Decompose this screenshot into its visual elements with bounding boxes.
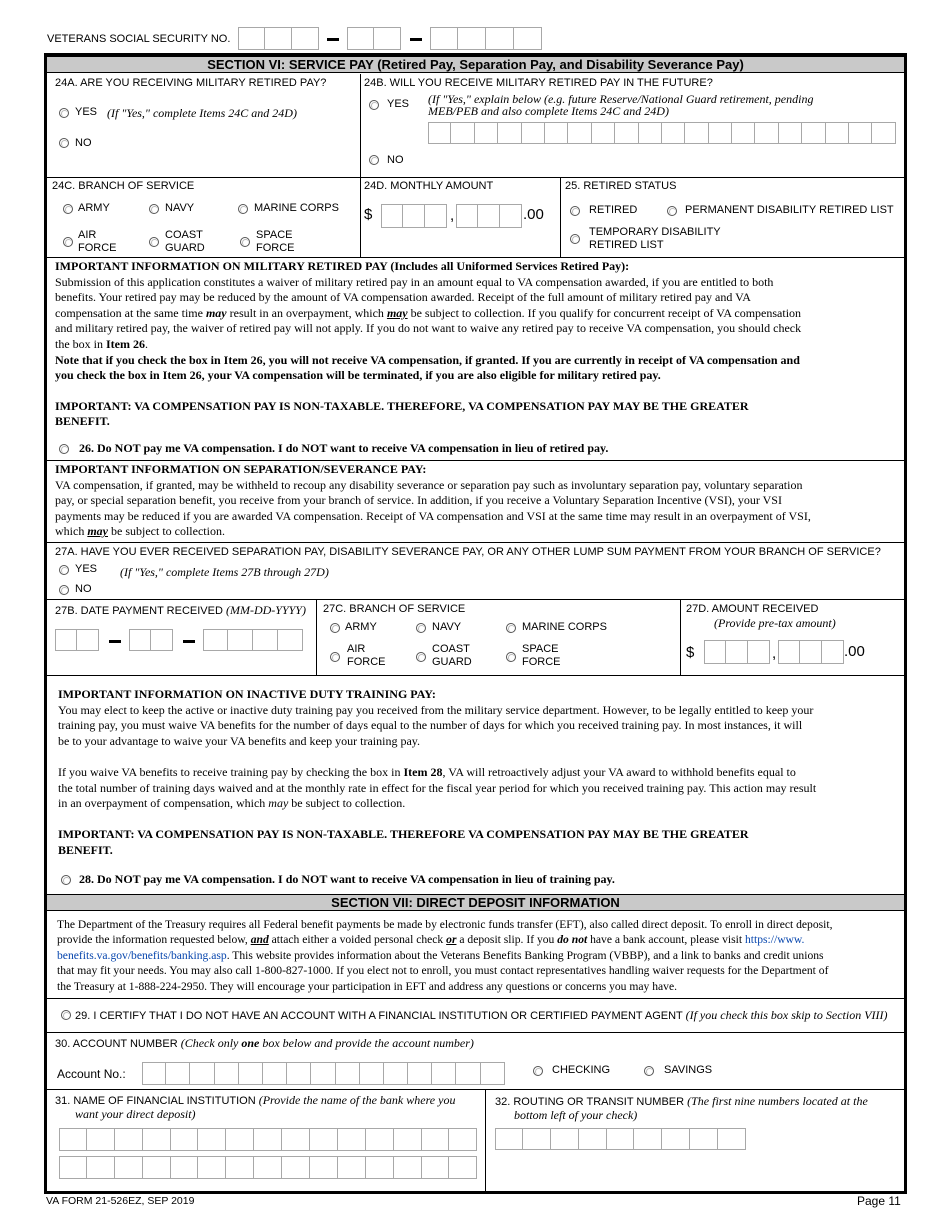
bank-name-line-2-input[interactable]	[59, 1156, 477, 1179]
q24c-marine-radio[interactable]	[238, 204, 248, 214]
q27c-airforce-label-2: FORCE	[347, 656, 386, 668]
savings-label: SAVINGS	[664, 1064, 713, 1076]
ssn-group-input[interactable]	[347, 27, 401, 50]
q24a-no-label: NO	[75, 137, 92, 149]
training-line: You may elect to keep the active or inactive duty training pay you received from the military service department. However, to be legally entitled to keep your	[58, 702, 814, 717]
q27a-yes-label: YES	[75, 563, 98, 575]
q24b-yes-radio[interactable]	[369, 100, 379, 110]
section-vii-header: SECTION VII: DIRECT DEPOSIT INFORMATION	[47, 894, 904, 911]
retired-pay-line: compensation at the same time may result in an overpayment, which may be subject to collection. If you qualify for concurrent receipt of VA compensation	[55, 305, 802, 320]
separation-line: pay, or special separation benefit, you receive from your branch of service. In addition, if you receive a Voluntary Separation Incentive (VSI), your VSI	[55, 493, 782, 508]
ssn-dash	[410, 38, 422, 41]
training-line: If you waive VA benefits to receive training pay by checking the box in Item 28, VA will retroactively adjust your VA award to withhold benefits equal to	[58, 764, 796, 779]
q25-label: 25. RETIRED STATUS	[565, 180, 677, 192]
q27c-coastguard-label-1: COAST	[432, 643, 470, 655]
q27b-year-input[interactable]	[203, 629, 303, 651]
divider	[47, 599, 904, 600]
q27d-cents: .00	[844, 643, 865, 660]
q28-label: 28. Do NOT pay me VA compensation. I do NOT want to receive VA compensation in lieu of training pay.	[79, 872, 615, 886]
q24c-coastguard-radio[interactable]	[149, 237, 159, 247]
q27a-no-label: NO	[75, 583, 92, 595]
q27c-spaceforce-label-1: SPACE	[522, 643, 559, 655]
training-line: be to your advantage to waive your VA benefits and keep your training pay.	[58, 733, 421, 748]
q24a-yes-note: (If "Yes," complete Items 24C and 24D)	[107, 106, 297, 120]
q27d-dollar: $	[686, 644, 695, 661]
q31-note: want your direct deposit)	[75, 1107, 196, 1121]
divider	[47, 675, 904, 676]
q24c-spaceforce-label-1: SPACE	[256, 229, 293, 241]
q27b-day-input[interactable]	[129, 629, 173, 651]
q24b-no-label: NO	[387, 154, 404, 166]
training-pay-info	[58, 687, 816, 859]
q32-note: bottom left of your check)	[514, 1108, 638, 1122]
q31-label: 31. NAME OF FINANCIAL INSTITUTION (Provide the name of the bank where you	[55, 1093, 456, 1107]
q27c-airforce-label-1: AIR	[347, 643, 366, 655]
divider	[360, 178, 361, 258]
q24b-explain-input[interactable]	[428, 122, 896, 144]
intro-line: that may fit your needs. You may also call 1-800-827-1000. If you elect not to enroll, you must contact representatives handling waiver requests for the Department of	[57, 964, 829, 978]
section-vi-header: SECTION VI: SERVICE PAY (Retired Pay, Separation Pay, and Disability Severance Pay)	[47, 56, 904, 73]
q27d-hundreds-input[interactable]	[778, 640, 844, 664]
retired-pay-note: you check the box in Item 26, your VA compensation will be terminated, if you are also eligible for military retired pay.	[55, 368, 661, 383]
q26-checkbox[interactable]	[59, 444, 69, 454]
q27c-marine-radio[interactable]	[506, 623, 516, 633]
q27b-month-input[interactable]	[55, 629, 99, 651]
q24c-airforce-label-2: FORCE	[78, 242, 117, 254]
q27c-spaceforce-radio[interactable]	[506, 652, 516, 662]
separation-pay-info	[55, 462, 811, 540]
q27b-label: 27B. DATE PAYMENT RECEIVED (MM-DD-YYYY)	[55, 603, 306, 617]
retired-pay-important: BENEFIT.	[55, 414, 110, 429]
q24d-cents: .00	[523, 206, 544, 223]
q24c-navy-label: NAVY	[165, 202, 195, 214]
q27d-thousands-input[interactable]	[704, 640, 770, 664]
training-line: the total number of training days waived and at the monthly rate in effect for the fiscal year period for which you received training pay. This action may result	[58, 780, 817, 795]
banking-link[interactable]: benefits.va.gov/benefits/banking.asp	[57, 948, 227, 962]
q24c-coastguard-label-2: GUARD	[165, 242, 205, 254]
divider	[47, 460, 904, 461]
q25-retired-radio[interactable]	[570, 206, 580, 216]
q27c-label: 27C. BRANCH OF SERVICE	[323, 603, 466, 615]
divider	[316, 600, 317, 675]
account-number-label: Account No.:	[57, 1067, 126, 1081]
routing-number-input[interactable]	[495, 1128, 746, 1150]
q24c-spaceforce-radio[interactable]	[240, 237, 250, 247]
q24b-label: 24B. WILL YOU RECEIVE MILITARY RETIRED PAY IN THE FUTURE?	[364, 77, 713, 89]
intro-line: The Department of the Treasury requires all Federal benefit payments be made by electronic funds transfer (EFT), also called direct deposit. To enroll in direct deposit,	[57, 918, 833, 931]
q24a-no-radio[interactable]	[59, 138, 69, 148]
q27a-yes-note: (If "Yes," complete Items 27B through 27D)	[120, 565, 329, 579]
savings-radio[interactable]	[644, 1066, 654, 1076]
q27a-label: 27A. HAVE YOU EVER RECEIVED SEPARATION PAY, DISABILITY SEVERANCE PAY, OR ANY OTHER LUMP SUM PAYMENT FROM YOUR BRANCH OF SERVICE?	[55, 546, 881, 558]
q24c-coastguard-label-1: COAST	[165, 229, 203, 241]
q24c-marine-label: MARINE CORPS	[254, 202, 339, 214]
bank-name-line-1-input[interactable]	[59, 1128, 477, 1151]
divider	[47, 177, 904, 178]
q24b-yes-label: YES	[387, 98, 410, 110]
divider	[47, 542, 904, 543]
q24c-army-radio[interactable]	[63, 204, 73, 214]
training-important: IMPORTANT: VA COMPENSATION PAY IS NON-TAXABLE. THEREFORE VA COMPENSATION PAY MAY BE THE GREATER	[58, 827, 749, 842]
date-dash	[183, 640, 195, 643]
q25-tdrl-label-1: TEMPORARY DISABILITY	[589, 226, 721, 238]
date-dash	[109, 640, 121, 643]
retired-pay-important: IMPORTANT: VA COMPENSATION PAY IS NON-TAXABLE. THEREFORE, VA COMPENSATION PAY MAY BE THE GREATER	[55, 398, 749, 413]
q24c-navy-radio[interactable]	[149, 204, 159, 214]
q24d-hundreds-input[interactable]	[456, 204, 522, 228]
q24a-label: 24A. ARE YOU RECEIVING MILITARY RETIRED PAY?	[55, 77, 327, 89]
q27c-army-radio[interactable]	[330, 623, 340, 633]
q24c-spaceforce-label-2: FORCE	[256, 242, 295, 254]
divider	[680, 600, 681, 675]
training-line: in an overpayment of compensation, which may be subject to collection.	[58, 796, 406, 811]
retired-pay-info	[55, 259, 801, 430]
retired-pay-line: the box in Item 26.	[55, 336, 148, 351]
checking-radio[interactable]	[533, 1066, 543, 1076]
divider	[485, 1090, 486, 1192]
form-number: VA FORM 21-526EZ, SEP 2019	[46, 1195, 195, 1207]
q27c-airforce-radio[interactable]	[330, 652, 340, 662]
ssn-label: VETERANS SOCIAL SECURITY NO.	[47, 33, 231, 45]
page-number: Page 11	[857, 1194, 901, 1208]
intro-line: the Treasury at 1-888-224-2950. They will encourage your participation in EFT and address any questions or concerns you may have.	[57, 979, 678, 993]
ssn-area-input[interactable]	[238, 27, 319, 50]
divider	[47, 257, 904, 258]
q27a-no-radio[interactable]	[59, 585, 69, 595]
q27c-marine-label: MARINE CORPS	[522, 621, 607, 633]
q25-pdrl-label: PERMANENT DISABILITY RETIRED LIST	[685, 204, 894, 216]
q27d-comma: ,	[772, 645, 777, 662]
q32-label: 32. ROUTING OR TRANSIT NUMBER (The first nine numbers located at the	[495, 1094, 868, 1108]
separation-line: VA compensation, if granted, may be withheld to recoup any disability severance or separation pay such as involuntary separation pay, voluntary separation	[55, 477, 803, 492]
q24d-thousands-input[interactable]	[381, 204, 447, 228]
divider	[360, 74, 361, 178]
retired-pay-line: Submission of this application constitutes a waiver of military retired pay in an amount equal to VA compensation awarded, if you are entitled to both	[55, 274, 774, 289]
training-important: BENEFIT.	[58, 842, 113, 857]
q30-label: 30. ACCOUNT NUMBER (Check only one box below and provide the account number)	[55, 1036, 474, 1050]
q27a-yes-radio[interactable]	[59, 565, 69, 575]
q29-label: 29. I CERTIFY THAT I DO NOT HAVE AN ACCOUNT WITH A FINANCIAL INSTITUTION OR CERTIFIED PAYMENT AGENT (If you check this box skip to Section VIII)	[75, 1008, 888, 1022]
training-heading: IMPORTANT INFORMATION ON INACTIVE DUTY TRAINING PAY:	[58, 687, 436, 701]
q24c-army-label: ARMY	[78, 202, 110, 214]
account-number-input[interactable]	[142, 1062, 505, 1085]
divider	[47, 998, 904, 999]
q24a-yes-radio[interactable]	[59, 108, 69, 118]
q24c-label: 24C. BRANCH OF SERVICE	[52, 180, 195, 192]
q24b-yes-note-2: MEB/PEB and also complete Items 24C and 24D)	[428, 104, 669, 118]
q24c-airforce-label-1: AIR	[78, 229, 97, 241]
divider	[47, 1032, 904, 1033]
training-line: training pay, you must waive VA benefits for the number of days equal to the number of days for which you received training pay. In most instances, it will	[58, 718, 803, 733]
intro-line: benefits.va.gov/benefits/banking.asp. This website provides information about the Veterans Benefits Banking Program (VBBP), and a link to banks and credit unions	[57, 948, 824, 962]
checking-label: CHECKING	[552, 1064, 611, 1076]
q24c-airforce-radio[interactable]	[63, 237, 73, 247]
q24d-label: 24D. MONTHLY AMOUNT	[364, 180, 494, 192]
q25-pdrl-radio[interactable]	[667, 206, 677, 216]
q26-label: 26. Do NOT pay me VA compensation. I do NOT want to receive VA compensation in lieu of retired pay.	[79, 441, 609, 455]
retired-pay-line: and military retired pay, the waiver of retired pay will not apply. If you do not want to waive any retired pay to receive VA compensation, you should check	[55, 321, 802, 336]
q24b-no-radio[interactable]	[369, 155, 379, 165]
intro-line: provide the information requested below, and attach either a voided personal check or a deposit slip. If you do not have a bank account, please visit https://www.	[57, 933, 805, 947]
ssn-dash	[327, 38, 339, 41]
direct-deposit-intro	[57, 917, 833, 994]
banking-link[interactable]: https://www.	[742, 933, 805, 947]
q24b-yes-note-1: (If "Yes," explain below (e.g. future Reserve/National Guard retirement, pending	[428, 92, 814, 106]
separation-line: which may be subject to collection.	[55, 524, 225, 539]
q27c-navy-radio[interactable]	[416, 623, 426, 633]
retired-pay-line: benefits. Your retired pay may be reduced by the amount of VA compensation awarded. Receipt of the full amount of military retired pay and VA	[55, 290, 751, 305]
separation-line: payments may be reduced if you are awarded VA compensation. Receipt of VA compensation and VSI at the same time may result in an overpayment of VSI,	[55, 508, 811, 523]
q29-checkbox[interactable]	[61, 1010, 71, 1020]
retired-pay-note: Note that if you check the box in Item 26, you will not receive VA compensation, if granted. If you are currently in receipt of VA compensation and	[55, 352, 800, 367]
q24d-dollar: $	[364, 206, 373, 223]
q27c-army-label: ARMY	[345, 621, 377, 633]
divider	[47, 1089, 904, 1090]
q27d-label: 27D. AMOUNT RECEIVED	[686, 603, 819, 615]
q27c-coastguard-radio[interactable]	[416, 652, 426, 662]
q27c-spaceforce-label-2: FORCE	[522, 656, 561, 668]
retired-pay-heading: IMPORTANT INFORMATION ON MILITARY RETIRED PAY (Includes all Uniformed Services Retired Pay):	[55, 259, 630, 273]
separation-heading: IMPORTANT INFORMATION ON SEPARATION/SEVERANCE PAY:	[55, 462, 427, 476]
ssn-serial-input[interactable]	[430, 27, 542, 50]
q24d-comma: ,	[450, 207, 455, 224]
q27c-coastguard-label-2: GUARD	[432, 656, 472, 668]
q27c-navy-label: NAVY	[432, 621, 462, 633]
q25-tdrl-radio[interactable]	[570, 234, 580, 244]
q28-checkbox[interactable]	[61, 875, 71, 885]
q27d-note: (Provide pre-tax amount)	[714, 616, 836, 630]
q25-tdrl-label-2: RETIRED LIST	[589, 239, 664, 251]
q25-retired-label: RETIRED	[589, 204, 638, 216]
q24a-yes-label: YES	[75, 106, 98, 118]
divider	[560, 178, 561, 258]
